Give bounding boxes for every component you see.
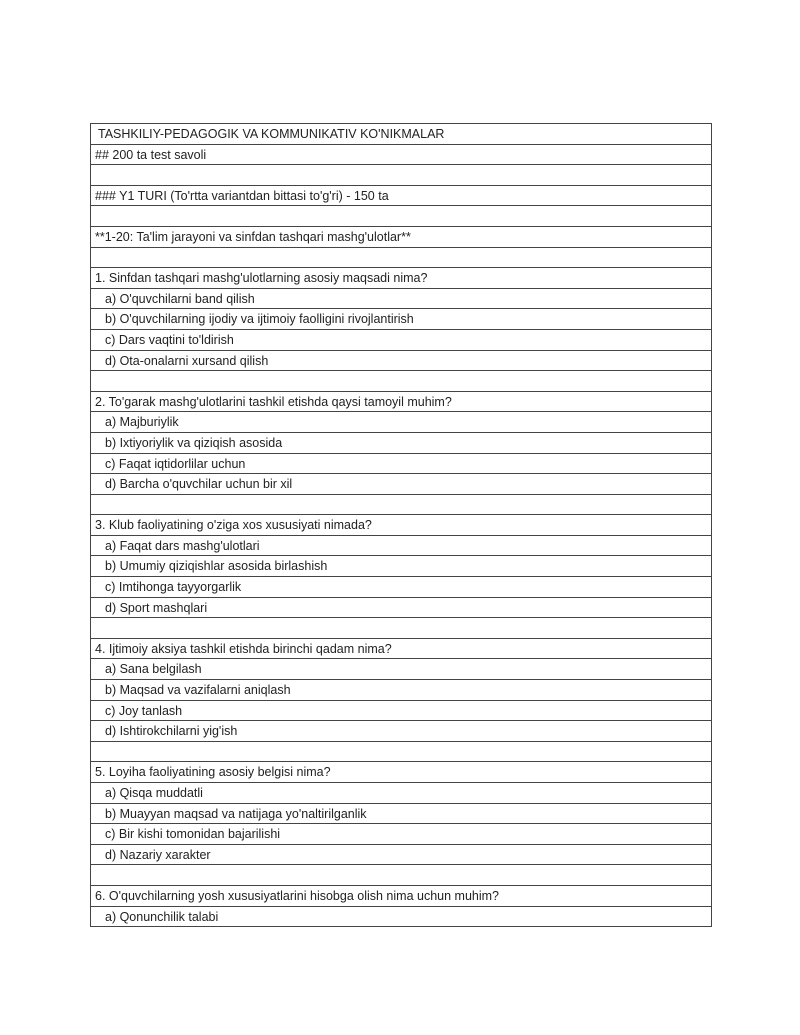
- answer-option-row: a) O'quvchilarni band qilish: [91, 289, 711, 310]
- blank-row: [91, 495, 711, 516]
- document-title: TASHKILIY-PEDAGOGIK VA KOMMUNIKATIV KO'NIKMALAR: [91, 124, 711, 145]
- question-row: 4. Ijtimoiy aksiya tashkil etishda birinchi qadam nima?: [91, 639, 711, 660]
- answer-option-row: a) Sana belgilash: [91, 659, 711, 680]
- answer-option-row: a) Qonunchilik talabi: [91, 907, 711, 928]
- answer-option-row: a) Qisqa muddatli: [91, 783, 711, 804]
- answer-option-row: d) Nazariy xarakter: [91, 845, 711, 866]
- blank-row: [91, 371, 711, 392]
- test-table: [90, 123, 712, 927]
- blank-row: [91, 165, 711, 186]
- question-row: 2. To'garak mashg'ulotlarini tashkil etishda qaysi tamoyil muhim?: [91, 392, 711, 413]
- blank-row: [91, 742, 711, 763]
- question-row: 3. Klub faoliyatining o'ziga xos xususiyati nimada?: [91, 515, 711, 536]
- text-row: ## 200 ta test savoli: [91, 145, 711, 166]
- text-row: **1-20: Ta'lim jarayoni va sinfdan tashqari mashg'ulotlar**: [91, 227, 711, 248]
- question-row: 1. Sinfdan tashqari mashg'ulotlarning asosiy maqsadi nima?: [91, 268, 711, 289]
- question-row: 6. O'quvchilarning yosh xususiyatlarini hisobga olish nima uchun muhim?: [91, 886, 711, 907]
- blank-row: [91, 206, 711, 227]
- question-row: 5. Loyiha faoliyatining asosiy belgisi nima?: [91, 762, 711, 783]
- answer-option-row: d) Barcha o'quvchilar uchun bir xil: [91, 474, 711, 495]
- blank-row: [91, 248, 711, 269]
- answer-option-row: b) Ixtiyoriylik va qiziqish asosida: [91, 433, 711, 454]
- blank-row: [91, 865, 711, 886]
- answer-option-row: a) Majburiylik: [91, 412, 711, 433]
- answer-option-row: c) Dars vaqtini to'ldirish: [91, 330, 711, 351]
- answer-option-row: c) Faqat iqtidorlilar uchun: [91, 454, 711, 475]
- answer-option-row: c) Bir kishi tomonidan bajarilishi: [91, 824, 711, 845]
- answer-option-row: b) Maqsad va vazifalarni aniqlash: [91, 680, 711, 701]
- blank-row: [91, 618, 711, 639]
- answer-option-row: d) Sport mashqlari: [91, 598, 711, 619]
- answer-option-row: d) Ota-onalarni xursand qilish: [91, 351, 711, 372]
- answer-option-row: c) Imtihonga tayyorgarlik: [91, 577, 711, 598]
- answer-option-row: b) O'quvchilarning ijodiy va ijtimoiy faolligini rivojlantirish: [91, 309, 711, 330]
- answer-option-row: b) Umumiy qiziqishlar asosida birlashish: [91, 556, 711, 577]
- answer-option-row: c) Joy tanlash: [91, 701, 711, 722]
- answer-option-row: b) Muayyan maqsad va natijaga yo'naltirilganlik: [91, 804, 711, 825]
- text-row: ### Y1 TURI (To'rtta variantdan bittasi to'g'ri) - 150 ta: [91, 186, 711, 207]
- answer-option-row: d) Ishtirokchilarni yig'ish: [91, 721, 711, 742]
- answer-option-row: a) Faqat dars mashg'ulotlari: [91, 536, 711, 557]
